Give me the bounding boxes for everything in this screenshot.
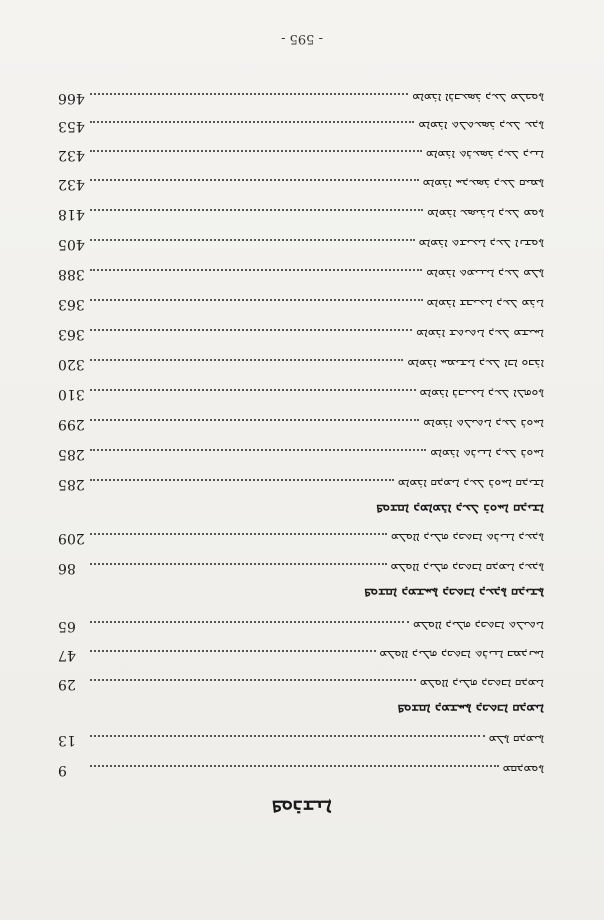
toc-entry [58, 416, 544, 432]
toc-entry [58, 647, 544, 663]
dot-leader [90, 239, 415, 242]
dot-leader [90, 299, 423, 302]
toc-entry [58, 296, 544, 312]
entry-title: ܡܐܡܪܐ ܬܠܝܬܝܐ ܕܥܠ ܪܘܚܐ [423, 417, 544, 431]
dot-leader [90, 479, 394, 482]
dot-leader [90, 389, 416, 392]
entry-page: 418 [58, 206, 85, 222]
dot-leader [90, 765, 499, 768]
entry-title: ܡܐܡܪܐ ܬܠܬܥܣܪ ܕܥܠ ܥܕܬܐ [418, 119, 544, 133]
entry-title: ܡܐܡܪܐ ܫܒܝܥܝܐ ܕܥܠ ܡܪܝܐ [426, 297, 544, 311]
entry-page: 299 [58, 416, 85, 432]
toc-entry [58, 560, 544, 576]
entry-title: ܡܠܬܐ ܩܕܡܝܬܐ [488, 733, 544, 747]
entry-title: ܡܐܡܪܐ ܬܪܥܣܪ ܕܥܠ ܕܝܢܐ [426, 148, 544, 162]
dot-leader [90, 329, 412, 332]
entry-page: 310 [58, 386, 85, 402]
entry-page: 285 [58, 446, 85, 462]
entry-title: ܡܠܘܐܐ ܕܝܠܗ ܕܟܬܒܐ ܬܠܝܬܝܐ [413, 619, 544, 633]
dot-leader [90, 621, 409, 624]
entry-title: ܡܐܡܪܐ ܚܕܥܣܪ ܕܥܠ ܩܝܡܬܐ [422, 177, 544, 191]
entry-title: ܡܐܡܪܐ ܬܡܝܢܝܐ ܕܥܠ ܡܠܬܐ [426, 267, 544, 281]
entry-page: 47 [58, 647, 76, 663]
entry-page: 432 [58, 176, 85, 192]
dot-leader [90, 679, 416, 682]
section-heading: ܦܘܫܩܐ ܕܡܐܡܪܐ ܕܥܠ ܪܘܚܐ ܩܕܝܫܐ [376, 501, 544, 517]
entry-title: ܡܐܡܪܐ ܫܬܝܬܝܐ ܕܥܠ ܡܫܝܚܐ [416, 327, 544, 341]
toc-entry [58, 676, 544, 692]
dot-leader [90, 269, 422, 272]
entry-page: 9 [58, 762, 67, 778]
dot-leader [90, 359, 404, 362]
toc-entry [58, 206, 544, 222]
entry-title: ܡܐܡܪܐ ܬܪܝܢܐ ܕܥܠ ܪܘܚܐ [430, 447, 544, 461]
toc-entry [58, 326, 544, 342]
entry-title: ܡܐܡܪܐ ܚܡܝܫܝܐ ܕܥܠ ܐܒܐ ܘܒܪܐ [407, 357, 544, 371]
dot-leader [90, 121, 414, 124]
dot-leader [90, 93, 408, 96]
entry-page: 13 [58, 732, 76, 748]
toc-entry [58, 236, 544, 252]
toc-entry [58, 446, 544, 462]
toc-entry [58, 762, 544, 778]
dot-leader [90, 735, 485, 738]
toc-entry [58, 618, 544, 634]
dot-leader [90, 179, 419, 182]
toc-entry [58, 118, 544, 134]
toc-entry [58, 476, 544, 492]
entry-title: ܡܠܘܐܐ ܕܝܠܗ ܕܟܬܒܐ ܬܪܝܢܐ ܕܥܕܬܐ [390, 531, 544, 545]
entry-title: ܡܐܡܪܐ ܬܫܝܥܝܐ ܕܥܠ ܐܢܫܘܬܐ [418, 237, 544, 251]
entry-title: ܡܐܡܪܐ ܥܣܝܪܝܐ ܕܥܠ ܡܘܬܐ [427, 207, 544, 221]
entry-title: ܡܠܘܐܐ ܕܝܠܗ ܕܟܬܒܐ ܩܕܡܝܐ [419, 677, 544, 691]
dot-leader [90, 563, 387, 566]
entry-title: ܡܐܡܪܐ ܪܒܝܥܝܐ ܕܥܠ ܐܠܗܘܬܐ [419, 387, 544, 401]
toc-entry [58, 147, 544, 163]
section-heading: ܦܘܫܩܐ ܕܡܫܚܬܐ ܕܟܬܒܐ ܕܥܕܬܐ ܩܕܝܫܬܐ [364, 585, 544, 601]
page-number: - 595 - [281, 31, 323, 46]
entry-title: ܡܠܘܐܐ ܕܝܠܗ ܕܟܬܒܐ ܬܪܝܢܐ ܒܡܕܢܚܐ [379, 648, 544, 662]
entry-page: 285 [58, 476, 85, 492]
entry-page: 432 [58, 147, 85, 163]
dot-leader [90, 419, 419, 422]
toc-entry [58, 356, 544, 372]
toc-entry [58, 176, 544, 192]
toc-entry [58, 732, 544, 748]
toc-entry [58, 386, 544, 402]
entry-page: 453 [58, 118, 85, 134]
entry-page: 388 [58, 266, 85, 282]
dot-leader [90, 533, 387, 536]
entry-page: 405 [58, 236, 85, 252]
entry-page: 363 [58, 296, 85, 312]
toc-entry [58, 90, 544, 106]
entry-page: 209 [58, 530, 85, 546]
dot-leader [90, 150, 422, 153]
entry-page: 320 [58, 356, 85, 372]
entry-page: 29 [58, 676, 76, 692]
entry-title: ܡܐܡܪܐ ܐܪܒܥܣܪ ܕܥܠ ܡܠܟܘܬܐ [412, 91, 544, 105]
dot-leader [90, 449, 426, 452]
entry-page: 86 [58, 560, 76, 576]
entry-page: 363 [58, 326, 85, 342]
dot-leader [90, 650, 376, 653]
section-heading: ܦܘܫܩܐ ܕܡܫܚܬܐ ܕܟܬܒܐ ܩܕܡܝܐ [397, 701, 544, 717]
entry-title: ܡܠܘܐܐ ܕܝܠܗ ܕܟܬܒܐ ܩܕܡܝܐ ܕܥܕܬܐ [390, 561, 544, 575]
entry-page: 466 [58, 90, 85, 106]
dot-leader [90, 209, 423, 212]
entry-page: 65 [58, 618, 76, 634]
toc-title: ܦܘܪܫܢܐ [272, 796, 332, 820]
entry-title: ܡܩܕܡܘܬܐ [502, 763, 544, 777]
entry-title: ܡܐܡܪܐ ܩܕܡܝܐ ܕܥܠ ܪܘܚܐ ܩܕܝܫܐ [397, 477, 544, 491]
toc-entry [58, 266, 544, 282]
toc-entry [58, 530, 544, 546]
